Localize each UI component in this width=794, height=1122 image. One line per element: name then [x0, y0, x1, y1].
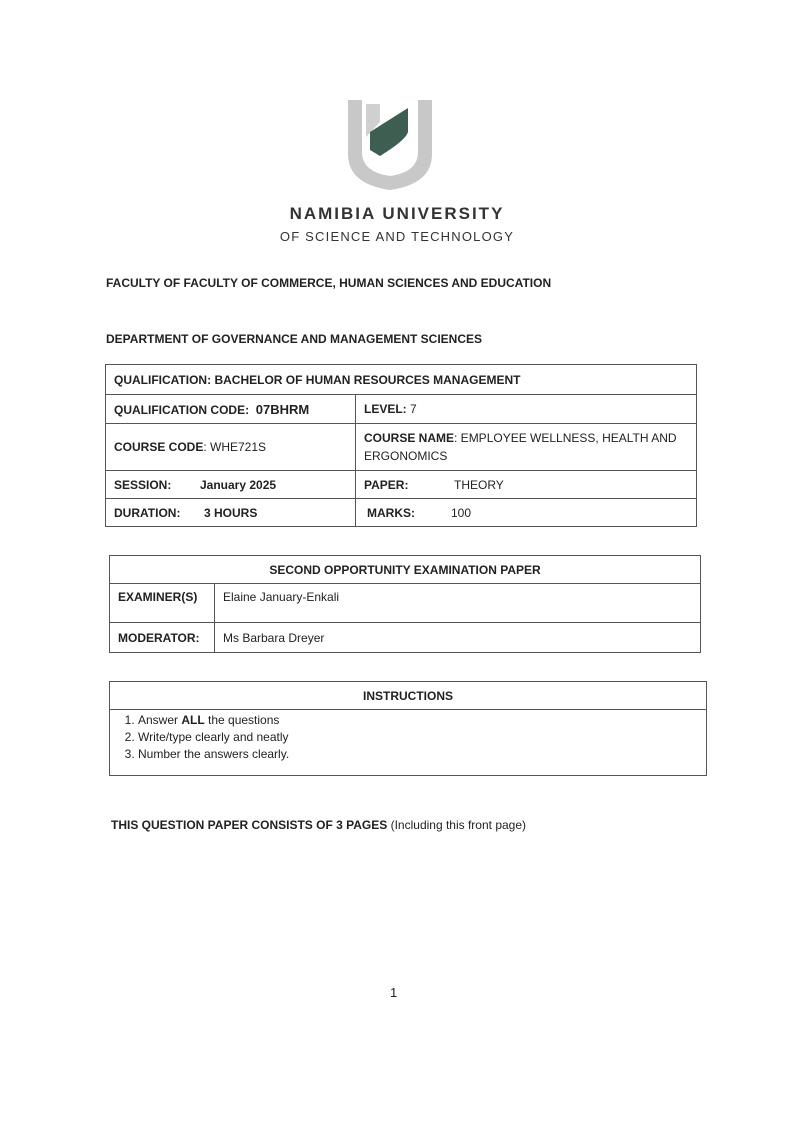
paper: THEORY: [454, 477, 504, 492]
qual-code: 07BHRM: [255, 401, 310, 417]
qualification-label: QUALIFICATION:: [114, 372, 212, 387]
pages-note: THIS QUESTION PAPER CONSISTS OF 3 PAGES (Including this front page): [111, 818, 527, 832]
instructions-title: INSTRUCTIONS: [110, 682, 707, 710]
level-label: LEVEL:: [364, 402, 407, 416]
marks: 100: [451, 505, 472, 520]
exam-title: SECOND OPPORTUNITY EXAMINATION PAPER: [110, 556, 701, 584]
course-code: : WHE721S: [203, 440, 267, 454]
session-label: SESSION:: [114, 477, 172, 492]
marks-label: MARKS:: [367, 505, 415, 520]
university-logo: [340, 92, 440, 192]
examiner-label: EXAMINER(S): [110, 584, 215, 623]
session: January 2025: [200, 477, 277, 492]
moderator-label: MODERATOR:: [110, 623, 215, 653]
course-name-label: COURSE NAME: [364, 431, 455, 445]
paper-label: PAPER:: [364, 477, 409, 492]
faculty: FACULTY OF FACULTY OF COMMERCE, HUMAN SCIENCES AND EDUCATION: [106, 276, 552, 290]
instruction-item: 2. Write/type clearly and neatly: [138, 729, 706, 746]
course-code-label: COURSE CODE: [114, 440, 204, 454]
moderator: Ms Barbara Dreyer: [215, 623, 701, 653]
instructions-list: [116, 712, 706, 763]
qual-code-label: QUALIFICATION CODE:: [114, 402, 250, 417]
course-details-table: [105, 364, 697, 527]
examiners-table: [109, 555, 701, 653]
level: 7: [410, 402, 417, 416]
page-number: 1: [390, 985, 398, 1000]
university-subtitle: OF SCIENCE AND TECHNOLOGY: [279, 229, 515, 244]
instruction-item: 1. Answer ALL the questions: [138, 712, 706, 729]
examiner: Elaine January-Enkali: [215, 584, 701, 623]
instruction-item: 3. Number the answers clearly.: [138, 746, 706, 763]
qualification: BACHELOR OF HUMAN RESOURCES MANAGEMENT: [214, 372, 521, 387]
university-name: NAMIBIA UNIVERSITY: [289, 204, 505, 223]
instructions-table: [109, 681, 707, 776]
course-name: : EMPLOYEE WELLNESS, HEALTH AND ERGONOMICS: [364, 431, 677, 463]
department: DEPARTMENT OF GOVERNANCE AND MANAGEMENT SCIENCES: [106, 332, 483, 346]
duration: 3 HOURS: [204, 505, 258, 520]
duration-label: DURATION:: [114, 505, 181, 520]
